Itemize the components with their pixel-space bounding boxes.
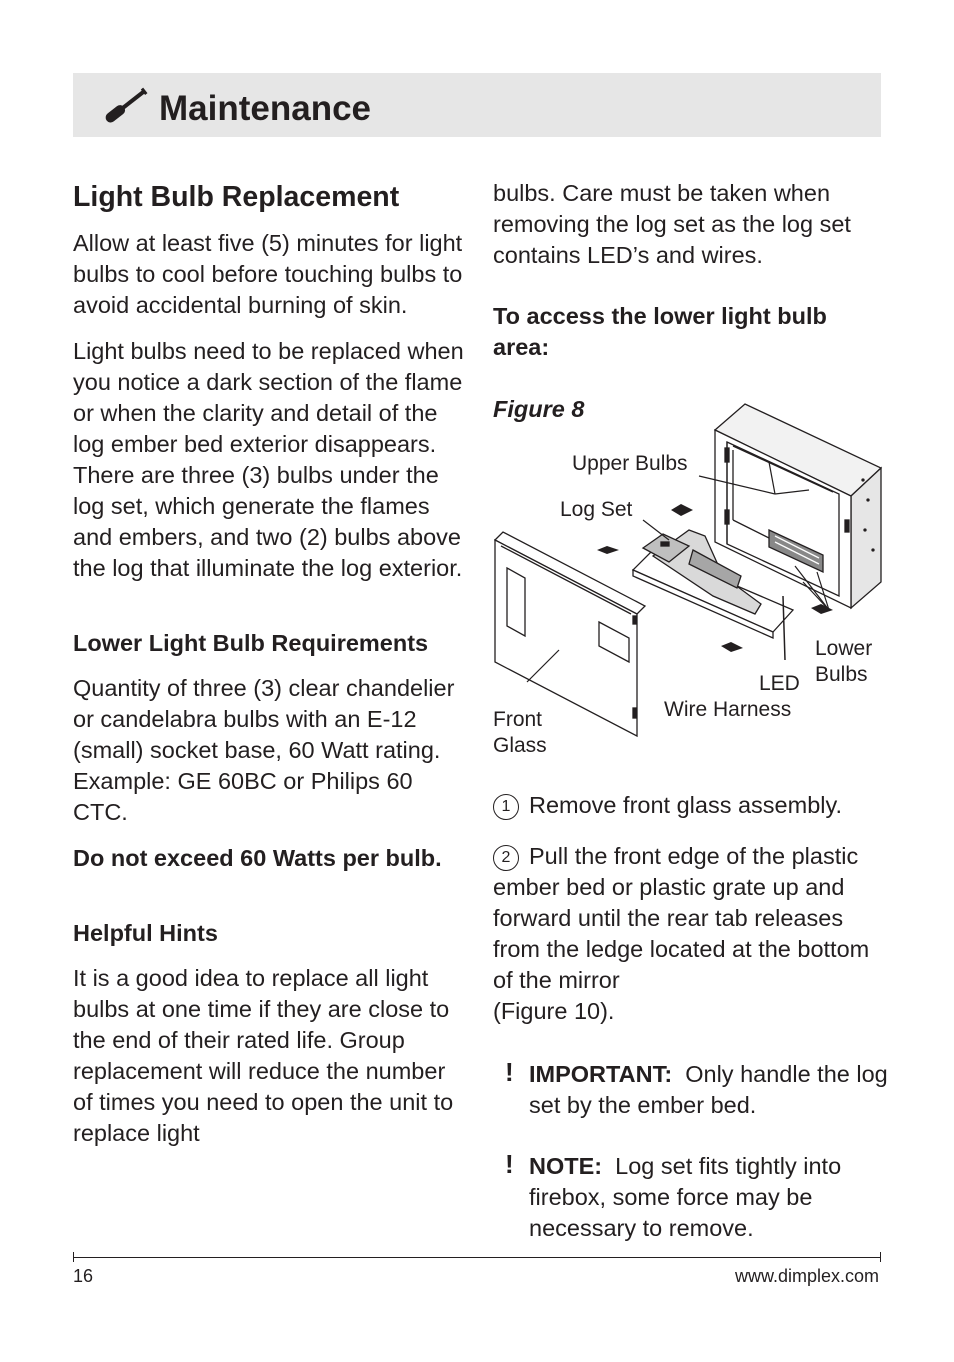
note-label: NOTE:	[529, 1153, 603, 1179]
label-glass: Glass	[493, 734, 547, 757]
fireplace-diagram	[493, 400, 888, 770]
label-lower: Lower	[815, 637, 873, 660]
wattage-warning: Do not exceed 60 Watts per bulb.	[73, 845, 442, 871]
label-log-set: Log Set	[560, 498, 633, 521]
label-led: LED	[759, 672, 800, 695]
page-title: Maintenance	[159, 89, 371, 128]
label-front: Front	[493, 708, 543, 731]
cooling-paragraph: Allow at least five (5) minutes for light bulbs to cool before touching bulbs to avoid accidental burning of skin.	[73, 230, 463, 318]
step-2	[493, 841, 888, 1027]
exclamation-icon: !	[505, 1057, 514, 1087]
important-text: Only handle the log set by the ember bed.	[529, 1061, 888, 1118]
section-heading: Light Bulb Replacement	[73, 181, 400, 213]
section-header	[73, 73, 881, 137]
page-number: 16	[73, 1266, 94, 1286]
hints-paragraph: It is a good idea to replace all light bulbs at one time if they are close to the end of their rated life. Group replacement will reduce the number of times you need to open the unit to replace light	[73, 965, 454, 1146]
requirements-paragraph: Quantity of three (3) clear chandelier or candelabra bulbs with an E-12 (small) socket base, 60 Watt rating. Example: GE 60BC or Philips 60 CTC.	[73, 675, 455, 825]
access-heading: To access the lower light bulb area:	[493, 303, 827, 360]
footer-tick-left	[73, 1252, 74, 1262]
note-text: Log set fits tightly into firebox, some force may be necessary to remove.	[529, 1153, 842, 1241]
continued-paragraph: bulbs. Care must be taken when removing the log set as the log set contains LED’s and wires.	[493, 180, 851, 268]
step-2-text: Pull the front edge of the plastic ember bed or plastic grate up and forward until the rear tab releases from the ledge located at the bottom of the mirror	[493, 843, 870, 993]
footer-divider	[73, 1257, 881, 1258]
label-wire-harness: Wire Harness	[664, 698, 792, 721]
front-glass	[495, 532, 645, 736]
replacement-paragraph: Light bulbs need to be replaced when you notice a dark section of the flame or when the clarity and detail of the log ember bed exterior disappears. There are three (3) bulbs under the log set, which generate the flames and embers, and two (2) bulbs above the log that illuminate the log exterior.	[73, 338, 464, 581]
label-upper-bulbs: Upper Bulbs	[572, 452, 688, 475]
footer-tick-right	[880, 1252, 881, 1262]
figure-label: Figure 8	[493, 396, 585, 422]
right-column	[493, 178, 888, 1241]
important-label: IMPORTANT:	[529, 1061, 673, 1087]
step-number-1: 1	[493, 794, 519, 820]
step-2-figure-ref: (Figure 10).	[493, 998, 615, 1024]
hints-subheading: Helpful Hints	[73, 920, 218, 946]
website-url: www.dimplex.com	[734, 1266, 879, 1286]
step-1	[493, 790, 888, 821]
requirements-subheading: Lower Light Bulb Requirements	[73, 630, 429, 656]
fit-note	[493, 1151, 888, 1244]
left-column	[73, 178, 468, 1149]
exclamation-icon: !	[505, 1149, 514, 1179]
label-bulbs: Bulbs	[815, 663, 868, 686]
step-number-2: 2	[493, 845, 519, 871]
step-1-text: Remove front glass assembly.	[529, 792, 843, 818]
screwdriver-icon	[97, 81, 153, 129]
important-note	[493, 1059, 888, 1121]
